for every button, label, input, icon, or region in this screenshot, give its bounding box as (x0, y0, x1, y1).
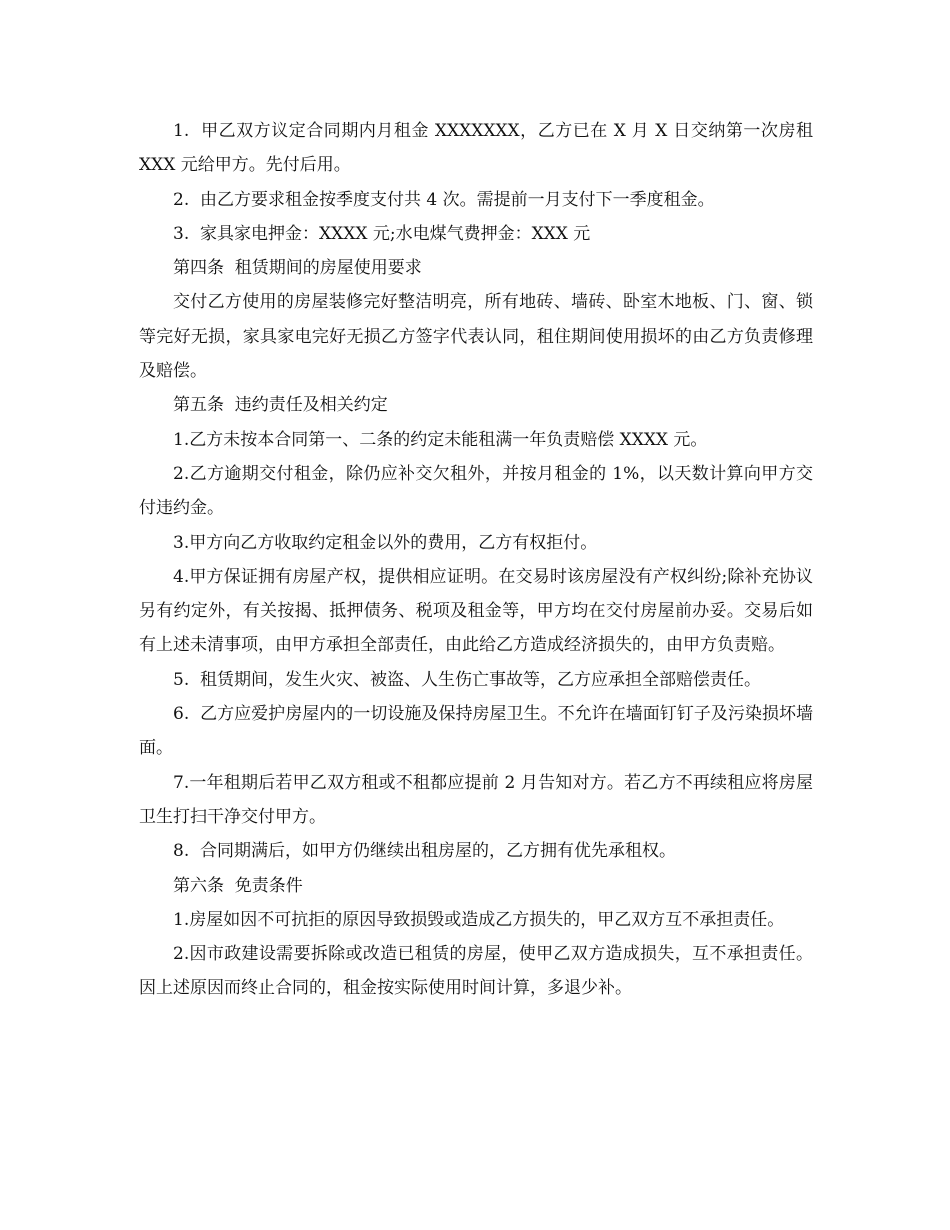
paragraph-7: 1.乙方未按本合同第一、二条的约定未能租满一年负责赔偿 XXXX 元。 (173, 429, 708, 450)
section-heading-4: 第四条 租赁期间的房屋使用要求 (173, 258, 422, 279)
paragraph-3: 3. 家具家电押金：XXXX 元;水电煤气费押金：XXX 元 (173, 223, 591, 244)
paragraph-11: 5. 租赁期间，发生火灾、被盗、人生伤亡事故等，乙方应承担全部赔偿责任。 (173, 669, 762, 690)
paragraph-10: 4.甲方保证拥有房屋产权，提供相应证明。在交易时该房屋没有产权纠纷;除补充协议另有约定外，有关按揭、抵押债务、税项及租金等，甲方均在交付房屋前办妥。交易后如有上述未清事项，由甲方承担全部责任，由此给乙方造成经济损失的，由甲方负责赔。 (139, 566, 813, 656)
paragraph-14: 8. 合同期满后，如甲方仍继续出租房屋的，乙方拥有优先承租权。 (173, 841, 677, 862)
paragraph-12: 6. 乙方应爱护房屋内的一切设施及保持房屋卫生。不允许在墙面钉钉子及污染损坏墙面。 (139, 704, 813, 759)
section-heading-6: 第六条 免责条件 (173, 875, 303, 896)
paragraph-8: 2.乙方逾期交付租金，除仍应补交欠租外，并按月租金的 1%，以天数计算向甲方交付违约金。 (139, 463, 813, 519)
paragraph-5: 交付乙方使用的房屋装修完好整洁明亮，所有地砖、墙砖、卧室木地板、门、窗、锁等完好无损，家具家电完好无损乙方签字代表认同，租住期间使用损坏的由乙方负责修理及赔偿。 (139, 292, 813, 382)
paragraph-13: 7.一年租期后若甲乙双方租或不租都应提前 2 月告知对方。若乙方不再续租应将房屋卫生打扫干净交付甲方。 (139, 772, 813, 827)
paragraph-16: 1.房屋如因不可抗拒的原因导致损毁或造成乙方损失的，甲乙双方互不承担责任。 (173, 909, 785, 930)
paragraph-1: 1. 甲乙双方议定合同期内月租金 XXXXXXX，乙方已在 X 月 X 日交纳第一次房租 XXX 元给甲方。先付后用。 (139, 121, 819, 176)
paragraph-2: 2. 由乙方要求租金按季度支付共 4 次。需提前一月支付下一季度租金。 (173, 189, 715, 210)
section-heading-5: 第五条 违约责任及相关约定 (173, 395, 388, 416)
paragraph-9: 3.甲方向乙方收取约定租金以外的费用，乙方有权拒付。 (173, 532, 598, 553)
document-page (139, 114, 824, 1006)
paragraph-17: 2.因市政建设需要拆除或改造已租赁的房屋，使甲乙双方造成损失，互不承担责任。 因上述原因而终止合同的，租金按实际使用时间计算，多退少补。 (139, 944, 824, 999)
